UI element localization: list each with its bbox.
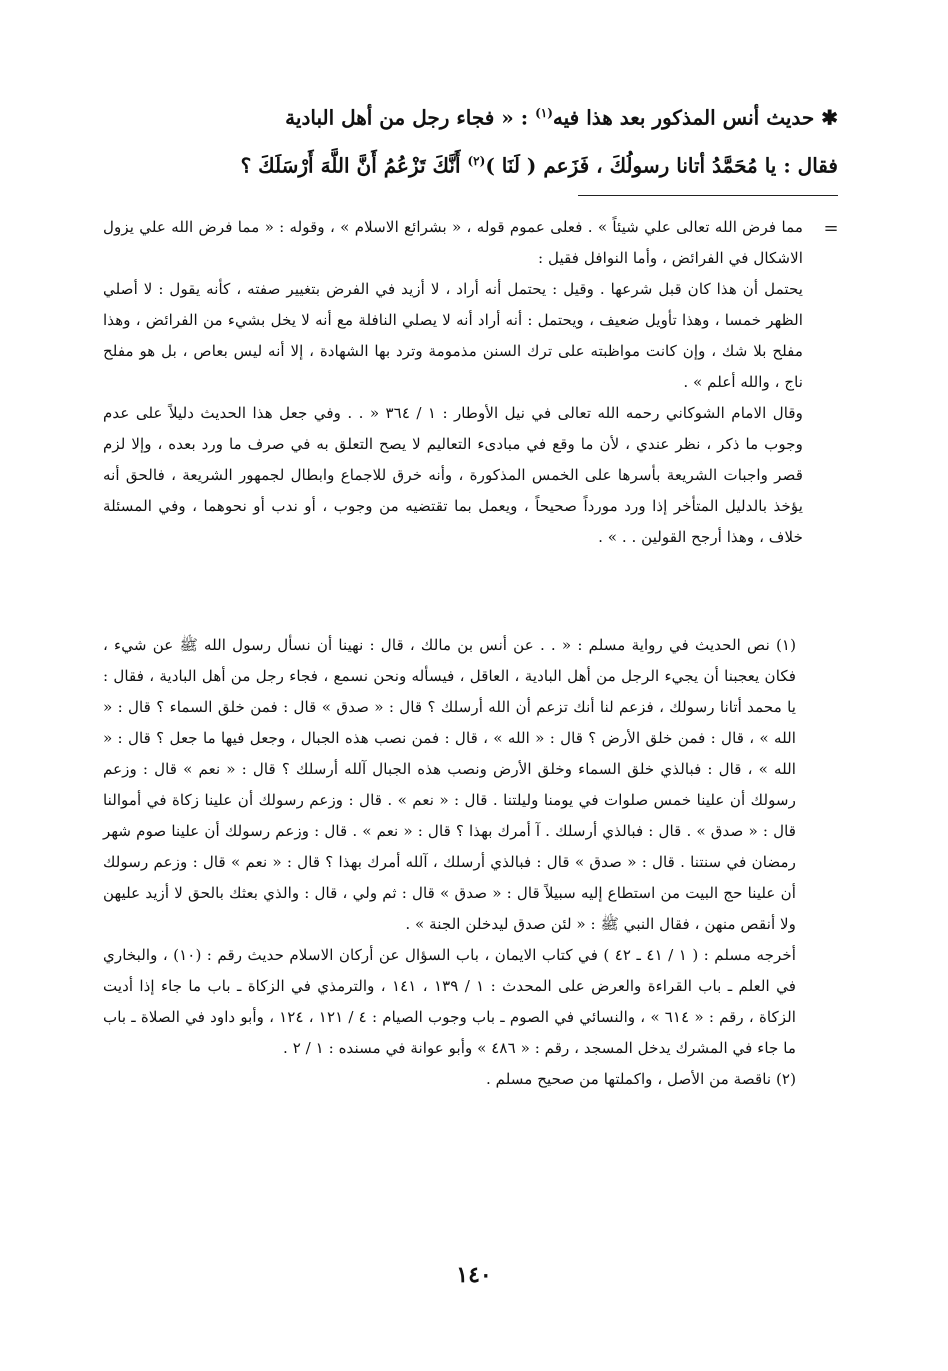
footnote-1 [103,630,838,1064]
main-text [103,92,838,187]
footnote-2-number: (٢) [775,1070,796,1088]
page-number: ١٤٠ [456,1262,492,1288]
footnote-paragraph: يحتمل أن هذا كان قبل شرعها . وقيل : يحتمل أنه أراد ، لا أزيد في الفرض بتغيير صفته ، كأنه يقول : لا أصلي الظهر خمسا ، وهذا تأويل ضعيف ، ويحتمل : أنه أراد أنه لا يصلي النافلة مع أنه لا يخل بشيء من الفرائض ، وهذا مفلح بلا شك ، وإن كانت مواظبته على ترك السنن مذمومة وترد بها الشهادة ، إلا أنه ليس بعاص ، بل هو مفلح ناج ، والله أعلم » . [103,280,803,391]
footnote-2-text: ناقصة من الأصل ، واكملتها من صحيح مسلم . [485,1070,772,1088]
main-text-line-1 [103,92,838,140]
footnote-divider [578,195,838,196]
footnote-1-number: (١) [775,636,796,654]
footnote-1-text: نص الحديث في رواية مسلم : « . . عن أنس بن مالك ، قال : نهينا أن نسأل رسول الله ﷺ عن شيء ، فكان يعجبنا أن يجيء الرجل من أهل البادية ، العاقل ، فيسأله ونحن نسمع ، فجاء رجل من أهل البادية ، فقال : يا محمد أتانا رسولك ، فزعم لنا أنك تزعم أن الله أرسلك ؟ قال : « صدق » قال : فمن خلق السماء ؟ قال : « الله » ، قال : فمن خلق الأرض ؟ قال : « الله » ، قال : فمن نصب هذه الجبال ، وجعل فيها ما جعل ؟ قال : « الله » ، قال : فبالذي خلق السماء وخلق الأرض ونصب هذه الجبال آلله أرسلك ؟ قال : « نعم » قال : وزعم رسولك أن علينا خمس صلوات في يومنا وليلتنا . قال : « نعم » . قال : وزعم رسولك أن علينا زكاة في أموالنا قال : « صدق » . قال : فبالذي أرسلك . آ أمرك بهذا ؟ قال : « نعم » . قال : وزعم رسولك أن علينا صوم شهر رمضان في سنتنا . قال : « صدق » قال : فبالذي أرسلك ، آلله أمرك بهذا ؟ قال : « نعم » قال : وزعم رسولك أن علينا حج البيت من استطاع إليه سبيلاً قال : « صدق » قال : ثم ولي ، قال : والذي بعثك بالحق لا أزيد عليهن ولا أنقص منهن ، فقال النبي ﷺ : « لئن صدق ليدخلن الجنة » . [103,636,796,933]
footnote-paragraph: مما فرض الله تعالى علي شيئاً » . فعلى عموم قوله ، « بشرائع الاسلام » ، وقوله : « مما فرض الله علي يزول الاشكال في الفرائض ، وأما النوافل فقيل : [103,218,803,267]
continuation-marker: = [823,218,839,239]
footnote-1-references: أخرجه مسلم : ( ١ / ٤١ ـ ٤٢ ) في كتاب الايمان ، باب السؤال عن أركان الاسلام حديث رقم : (١٠) ، والبخاري في العلم ـ باب القراءة والعرض على المحدث : ١ / ١٣٩ ، ١٤١ ، والترمذي في الزكاة ـ باب ما جاء إذا أديت الزكاة ، رقم : « ٦١٤ » ، والنسائي في الصوم ـ باب وجوب الصيام : ٤ / ١٢١ ، ١٢٤ ، وأبو داود في الصلاة ـ باب ما جاء في المشرك يدخل المسجد ، رقم : « ٤٨٦ » وأبو عوانة في مسنده : ١ / ٢ . [103,946,796,1057]
footnote-paragraph: وقال الامام الشوكاني رحمه الله تعالى في نيل الأوطار : ١ / ٣٦٤ « . . وفي جعل هذا الحديث دليلاً على عدم وجوب ما ذكر ، نظر عندي ، لأن ما وقع في مبادىء التعاليم لا يصح التعلق به في صرف ما ورد بعده ، وإلا لزم قصر واجبات الشريعة بأسرها على الخمس المذكورة ، وأنه خرق للاجماع وابطال لجمهور الشريعة ، فالحق أنه يؤخذ بالدليل المتأخر إذا ورد مورداً صحيحاً ، ويعمل بما تقتضيه من وجوب ، أو ندب أو نحوهما ، وفي المسئلة خلاف ، وهذا أرجح القولين . . » . [103,404,803,546]
footnote-ref-2[interactable]: (٢) [467,153,486,168]
main-text-segment: : « فجاء رجل من أهل البادية [285,105,536,130]
main-text-line-2 [103,140,838,188]
main-text-segment: أَنَّكَ تَزْعُمُ أَنَّ اللَّهَ أَرْسَلَكَ ؟ [240,153,468,178]
footnote-1-paragraph [103,630,796,940]
footnote-ref-1[interactable]: (١) [535,106,553,120]
footnotes [103,630,838,1095]
footnote-2-paragraph [103,1064,796,1095]
main-text-segment: حديث أنس المذكور بعد هذا فيه [552,105,815,130]
asterisk-icon: ✱ [821,105,838,130]
footnote-2 [103,1064,838,1095]
main-text-segment: فقال : يا مُحَمَّدُ أتانا رسولُكَ ، فَزَعم ( لَنَا ) [485,153,838,178]
footnote-continued [103,212,803,553]
